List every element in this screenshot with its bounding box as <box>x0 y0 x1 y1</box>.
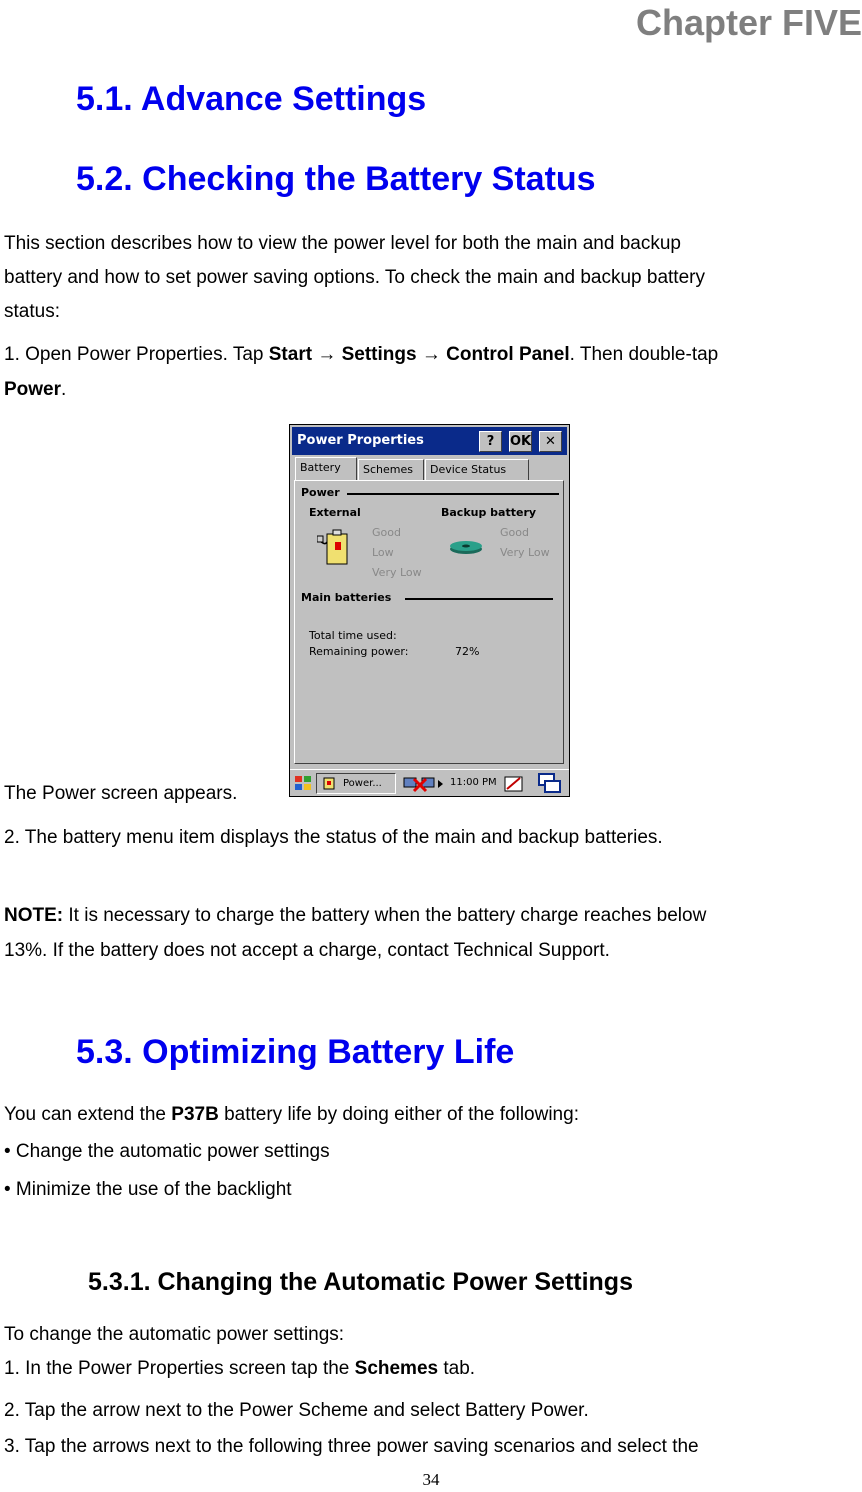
heading-5-3-1: 5.3.1. Changing the Automatic Power Settings <box>88 1268 633 1296</box>
page-number: 34 <box>422 1470 440 1489</box>
ok-button[interactable]: OK <box>509 431 532 452</box>
power-label: Power <box>4 379 62 400</box>
control-panel-label: Control Panel <box>446 344 570 365</box>
heading-5-3: 5.3. Optimizing Battery Life <box>76 1033 515 1071</box>
divider <box>347 493 559 495</box>
list-item <box>4 1359 475 1379</box>
step-1-text: 1. Open Power Properties. Tap <box>4 344 269 365</box>
period: . <box>61 379 67 400</box>
note-line-2: 13%. If the battery does not accept a charge, contact Technical Support. <box>4 940 610 961</box>
power-screen-caption: The Power screen appears. <box>4 783 238 804</box>
s1-text-tail: tab. <box>438 1358 476 1379</box>
power-properties-screenshot <box>289 424 570 797</box>
model-label: P37B <box>171 1104 219 1125</box>
tab-battery[interactable]: Battery <box>295 457 357 481</box>
external-level-very-low: Very Low <box>372 566 422 579</box>
heading-5-1: 5.1. Advance Settings <box>76 80 427 118</box>
tab-schemes[interactable]: Schemes <box>358 459 424 481</box>
network-disconnected-icon[interactable] <box>402 775 444 793</box>
note-text: It is necessary to charge the battery when the battery charge reaches below <box>63 905 707 926</box>
heading-5-2: 5.2. Checking the Battery Status <box>76 160 596 198</box>
desktop-switch-icon[interactable] <box>538 773 562 794</box>
arrow: → <box>421 344 441 365</box>
step-1-line-2 <box>4 380 66 400</box>
power-app-icon <box>321 776 337 791</box>
input-panel-icon[interactable] <box>504 774 524 793</box>
step-2: 2. The battery menu item displays the status of the main and backup batteries. <box>4 827 663 848</box>
window-title: Power Properties <box>297 433 424 448</box>
paragraph-line: This section describes how to view the power level for both the main and backup <box>4 233 681 254</box>
remaining-power-label: Remaining power: <box>309 645 409 658</box>
divider <box>405 598 553 600</box>
step-1-tail: . Then double-tap <box>569 344 719 365</box>
battery-panel <box>294 480 564 764</box>
paragraph-line: status: <box>4 301 60 322</box>
arrow: → <box>317 344 337 365</box>
external-level-good: Good <box>372 526 401 539</box>
help-button[interactable]: ? <box>479 431 502 452</box>
close-button[interactable]: ✕ <box>539 431 562 452</box>
note-line-1 <box>4 906 706 926</box>
main-batteries-label: Main batteries <box>301 591 392 604</box>
remaining-power-value: 72% <box>455 645 480 658</box>
total-time-label: Total time used: <box>309 629 397 642</box>
list-item: 2. Tap the arrow next to the Power Scheme and select Battery Power. <box>4 1400 589 1421</box>
bullet-item: • Minimize the use of the backlight <box>4 1179 292 1200</box>
paragraph-line: To change the automatic power settings: <box>4 1324 345 1345</box>
list-item: 3. Tap the arrows next to the following three power saving scenarios and select the <box>4 1436 699 1457</box>
start-windows-icon[interactable] <box>294 775 312 791</box>
tab-device-status[interactable]: Device Status <box>425 459 529 481</box>
schemes-label: Schemes <box>354 1358 439 1379</box>
backup-level-very-low: Very Low <box>500 546 550 559</box>
external-power-icon <box>317 528 353 568</box>
taskbar-power-button[interactable] <box>316 773 396 794</box>
bullet-item: • Change the automatic power settings <box>4 1141 330 1162</box>
taskbar-power-label: Power... <box>343 778 382 789</box>
external-label: External <box>309 506 361 519</box>
external-level-low: Low <box>372 546 394 559</box>
p3-text: You can extend the <box>4 1104 172 1125</box>
paragraph-line <box>4 1105 579 1125</box>
backup-level-good: Good <box>500 526 529 539</box>
paragraph-line: battery and how to set power saving options. To check the main and backup battery <box>4 267 705 288</box>
s1-text: 1. In the Power Properties screen tap the <box>4 1358 355 1379</box>
chapter-heading: Chapter FIVE <box>635 2 862 43</box>
backup-battery-icon <box>448 538 484 556</box>
clock[interactable]: 11:00 PM <box>450 777 497 788</box>
power-group-label: Power <box>301 486 340 499</box>
taskbar <box>290 769 569 796</box>
window-titlebar <box>292 427 567 455</box>
backup-battery-label: Backup battery <box>441 506 537 519</box>
step-1-line <box>4 345 718 365</box>
p3-text-tail: battery life by doing either of the following: <box>218 1104 579 1125</box>
start-label: Start <box>268 344 313 365</box>
note-label: NOTE: <box>4 905 64 926</box>
settings-label: Settings <box>341 344 417 365</box>
